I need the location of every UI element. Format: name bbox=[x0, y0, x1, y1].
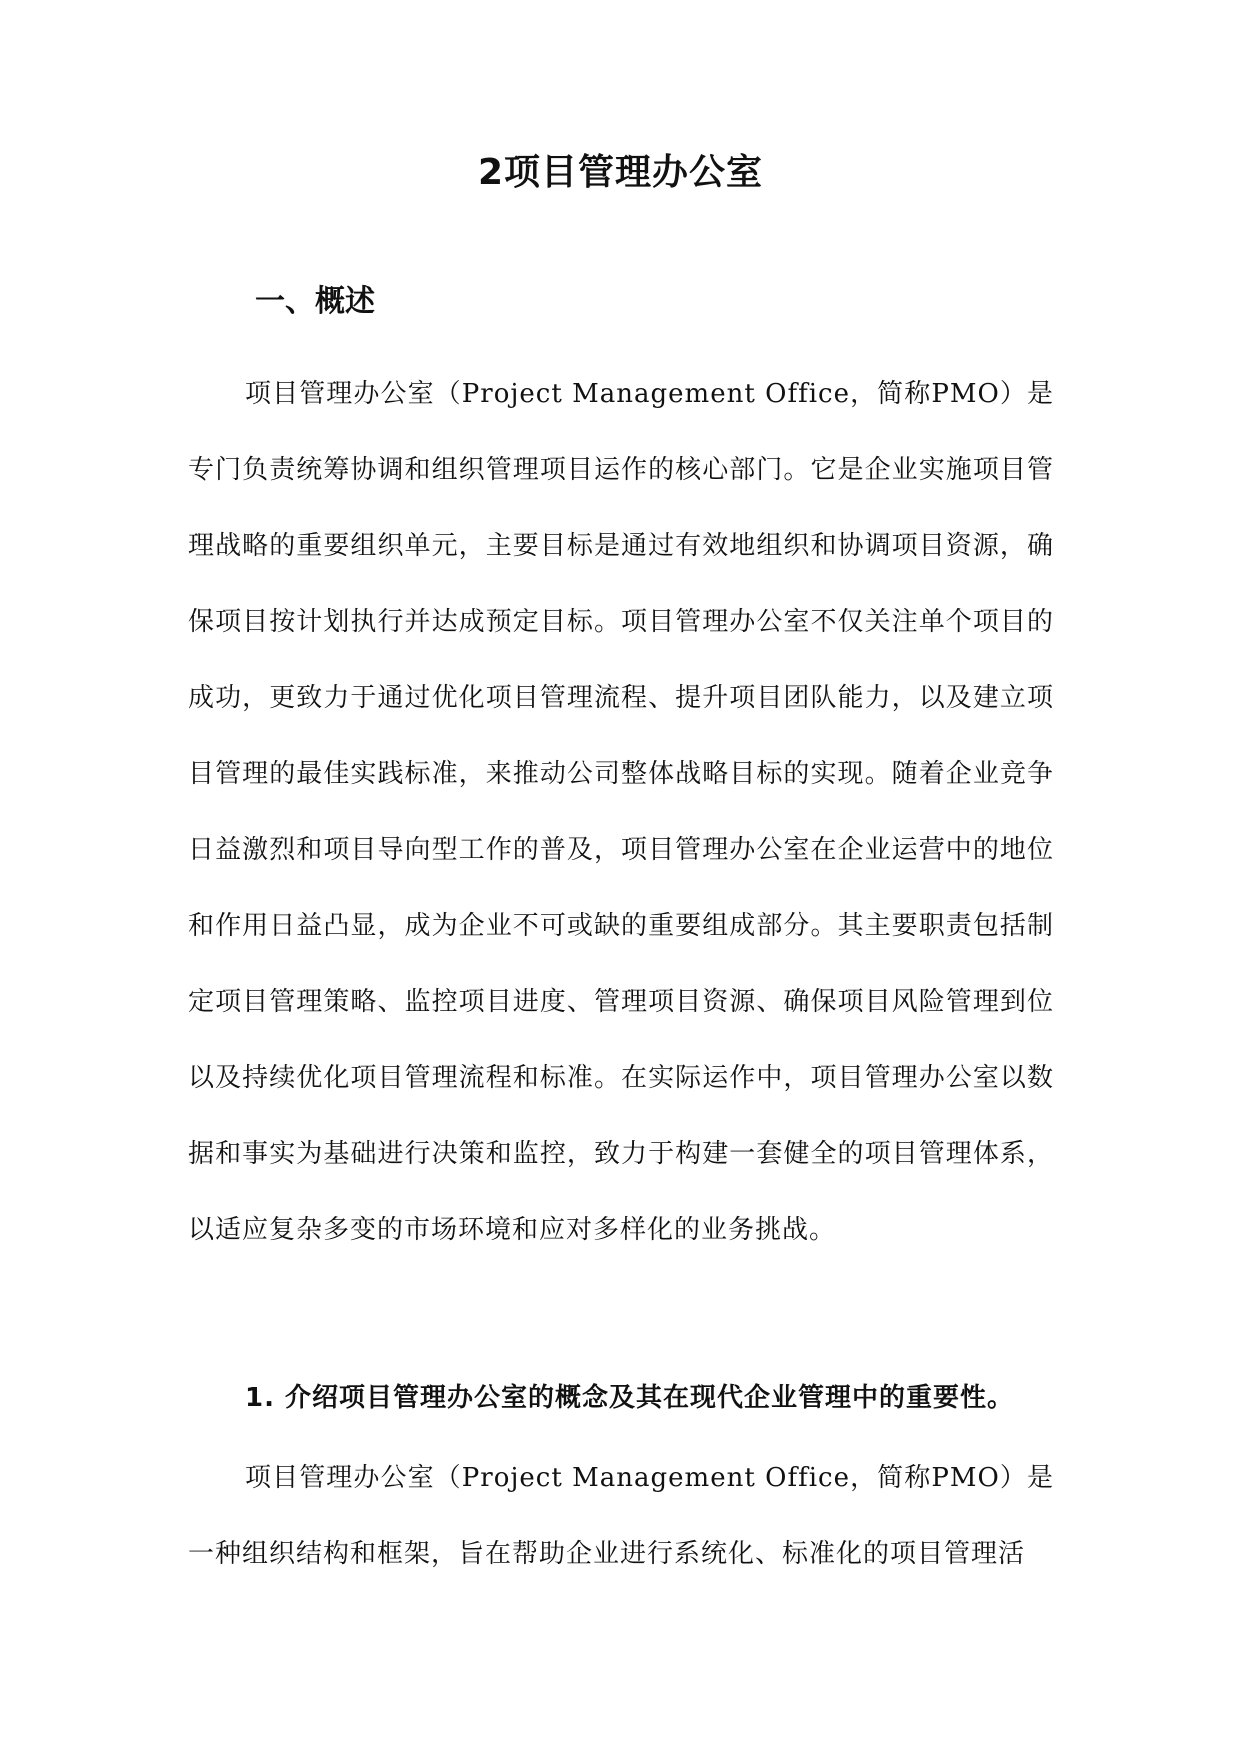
overview-paragraph: 项目管理办公室（Project Management Office，简称PMO）是专门负责统筹协调和组织管理项目运作的核心部门。它是企业实施项目管理战略的重要组织单元，主要目标是通过有效地组织和协调项目资源，确保项目按计划执行并达成预定目标。项目管理办公室不仅关注单个项目的成功，更致力于通过优化项目管理流程、提升项目团队能力，以及建立项目管理的最佳实践标准，来推动公司整体战略目标的实现。随着企业竞争日益激烈和项目导向型工作的普及，项目管理办公室在企业运营中的地位和作用日益凸显，成为企业不可或缺的重要组成部分。其主要职责包括制定项目管理策略、监控项目进度、管理项目资源、确保项目风险管理到位以及持续优化项目管理流程和标准。在实际运作中，项目管理办公室以数据和事实为基础进行决策和监控，致力于构建一套健全的项目管理体系，以适应复杂多变的市场环境和应对多样化的业务挑战。 bbox=[188, 379, 1054, 1245]
section-heading: 一、概述 bbox=[255, 284, 375, 319]
document-title: 2项目管理办公室 bbox=[477, 152, 764, 193]
concept-paragraph: 项目管理办公室（Project Management Office，简称PMO）是一种组织结构和框架，旨在帮助企业进行系统化、标准化的项目管理活 bbox=[188, 1463, 1054, 1569]
subsection-heading: 1. 介绍项目管理办公室的概念及其在现代企业管理中的重要性。 bbox=[245, 1383, 1015, 1413]
